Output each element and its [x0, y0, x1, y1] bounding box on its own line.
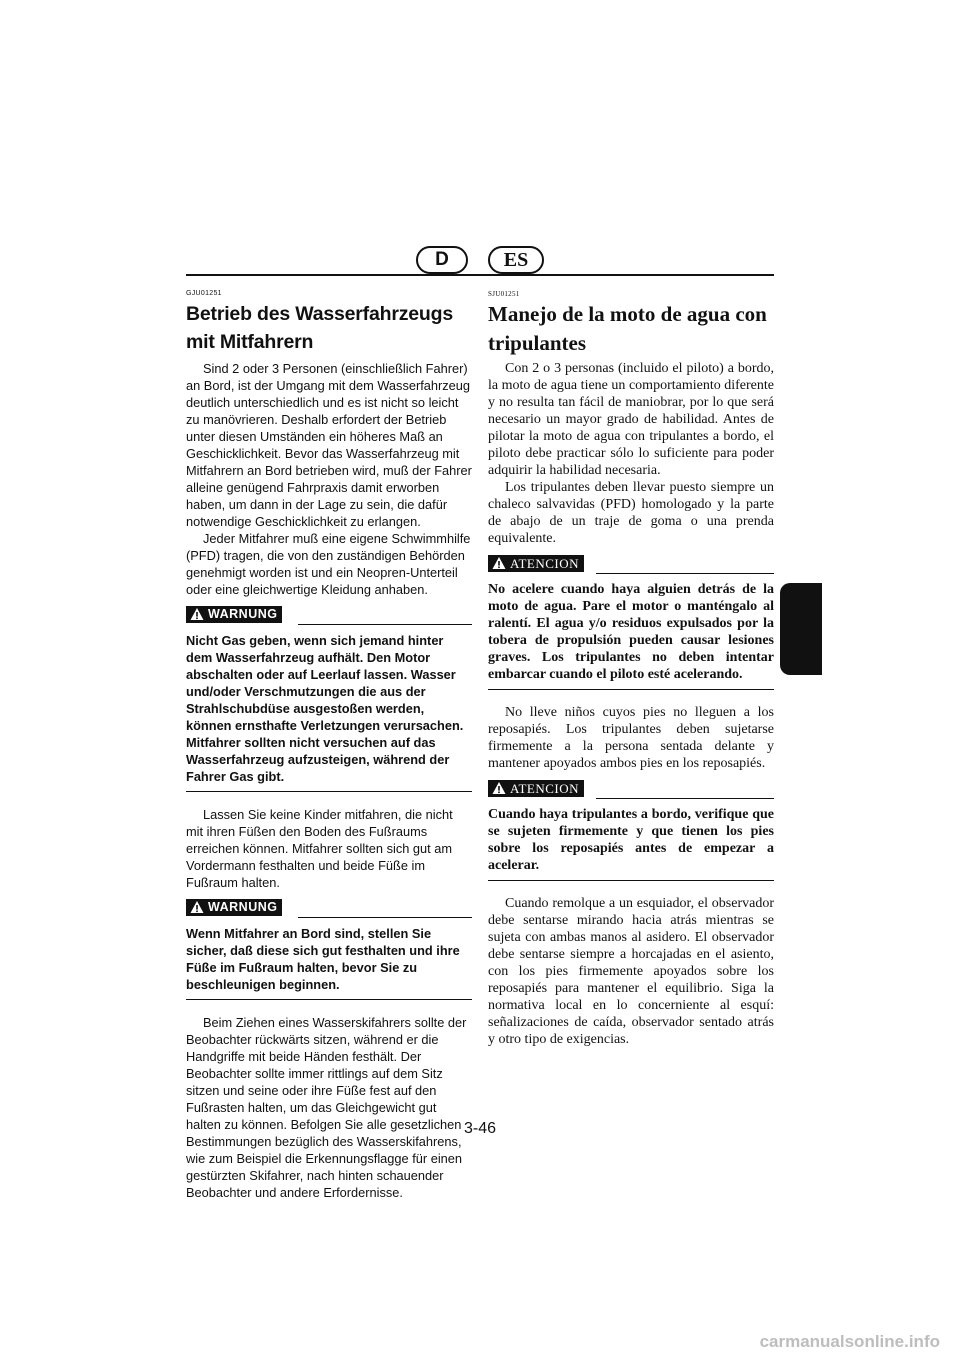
paragraph: Beim Ziehen eines Wasserskifahrers sollte der Beobachter rückwärts sitzen, während er die Handgriffe mit beide Händen festhält. Der Beobachter sollte immer rittlings auf dem Sitz sitzen und seine oder ihre Füße fest auf den Fußrasten halten, um das Gleichgewicht gut halten zu können. Befolgen Sie alle gesetzlichen Bestimmungen bezüglich des Wasserskifahrens, wie zum Beispiel die Erkennungsflagge für einen gestürzten Skifahrer, nach hinten schauender Beobachter und andere Erfordernisse.	[186, 1015, 467, 1200]
warning-triangle-icon	[190, 607, 204, 621]
header-rule	[186, 274, 774, 276]
paragraph: Los tripulantes deben llevar puesto siempre un chaleco salvavidas (PFD) homologado y la parte de abajo de un traje de goma o una prenda equivalente.	[488, 480, 774, 546]
warning-text: No acelere cuando haya alguien detrás de la moto de agua. Pare el motor o manténgalo al ralentí. El agua y/o residuos expulsados por la tobera de propulsión pueden causar lesiones graves. Los tripulantes no deben intentar embarcar cuando el piloto esté acelerando.	[488, 582, 774, 682]
warning-label: WARNUNG	[208, 607, 278, 621]
warning-badge	[186, 899, 282, 916]
warning-header	[186, 604, 472, 626]
paragraph: Lassen Sie keine Kinder mitfahren, die nicht mit ihren Füßen den Boden des Fußraums erreichen können. Mitfahrer sollten sich gut am Vordermann festhalten und beide Füße im Fußraum halten.	[186, 807, 453, 890]
warning-badge	[186, 606, 282, 623]
paragraph: No lleve niños cuyos pies no lleguen a los reposapiés. Los tripulantes deben sujetarse firmemente a la persona sentada delante y mantener apoyados ambos pies en los reposapiés.	[488, 705, 774, 771]
warning-text: Nicht Gas geben, wenn sich jemand hinter dem Wasserfahrzeug aufhält. Den Motor abschalten oder auf Leerlauf lassen. Wasser und/oder Verschmutzungen die aus der Strahlschubdüse ausgestoßen werden, können ernsthafte Verletzungen verursachen. Mitfahrer sollten nicht versuchen auf das Wasserfahrzeug aufzusteigen, während der Fahrer Gas gibt.	[186, 633, 464, 784]
section-title: Betrieb des Wasserfahrzeugs mit Mitfahrern	[186, 303, 453, 353]
language-badge-de: D	[416, 246, 468, 274]
paragraph: Sind 2 oder 3 Personen (einschließlich Fahrer) an Bord, ist der Umgang mit dem Wasserfahrzeug deutlich unterschiedlich und es ist nicht so leicht zu manövrieren. Deshalb erfordert der Betrieb unter diesen Umständen ein höheres Maß an Geschicklichkeit. Bevor das Wasserfahrzeug mit Mitfahrern an Bord betrieben wird, muß der Fahrer alleine genügend Fahrpraxis damit erworben haben, um dann in der Lage zu sein, die dafür notwendige Geschicklichkeit zu erlangen.	[186, 361, 472, 529]
warning-end-rule	[186, 999, 472, 1000]
paragraph: Cuando remolque a un esquiador, el observador debe sentarse mirando hacia atrás mientras se sujeta con ambas manos al asidero. El observador debe sentarse siempre a horcajadas en el asiento, con los pies firmemente apoyados sobre los reposapiés para mantener el equilibrio. Siga la normativa local en lo concerniente al esquí: señalizaciones de caída, observador sentado atrás y otro tipo de exigencias.	[488, 896, 774, 1047]
warning-triangle-icon	[190, 900, 204, 914]
warning-label: ATENCION	[510, 556, 579, 571]
warning-triangle-icon	[492, 781, 506, 795]
section-code: SJU01251	[488, 290, 520, 298]
spanish-column	[488, 288, 774, 1048]
paragraph: Jeder Mitfahrer muß eine eigene Schwimmhilfe (PFD) tragen, die von den zuständigen Behörden genehmigt worden ist und ein Neopren-Unterteil oder eine gleichwertige Kleidung anhaben.	[186, 531, 471, 597]
warning-end-rule	[488, 880, 774, 881]
warning-badge	[488, 780, 584, 797]
warning-rule	[298, 917, 472, 918]
german-column	[186, 288, 472, 1201]
warning-label: ATENCION	[510, 781, 579, 796]
section-title: Manejo de la moto de agua con tripulantes	[488, 302, 767, 355]
warning-text: Cuando haya tripulantes a bordo, verifique que se sujeten firmemente y que tienen los pies sobre los reposapiés antes de empezar a acelerar.	[488, 807, 774, 873]
section-code: GJU01251	[186, 290, 222, 297]
warning-badge	[488, 555, 584, 572]
page-number: 3-46	[463, 1120, 497, 1137]
warning-triangle-icon	[492, 556, 506, 570]
warning-header	[488, 778, 774, 800]
warning-rule	[596, 798, 774, 799]
warning-rule	[596, 573, 774, 574]
warning-header	[186, 897, 472, 919]
paragraph: Con 2 o 3 personas (incluido el piloto) a bordo, la moto de agua tiene un comportamiento diferente y no resulta tan fácil de maniobrar, por lo que será necesario un mayor grado de habilidad. Antes de pilotar la moto de agua con tripulantes a bordo, el piloto debe practicar sólo lo suficiente para poder adquirir la habilidad necesaria.	[488, 361, 774, 478]
chapter-tab	[780, 583, 822, 675]
warning-header	[488, 553, 774, 575]
warning-end-rule	[186, 791, 472, 792]
language-badge-es: ES	[488, 246, 544, 274]
watermark: carmanualsonline.info	[759, 1332, 940, 1351]
language-header	[186, 246, 774, 276]
warning-label: WARNUNG	[208, 900, 278, 914]
warning-text: Wenn Mitfahrer an Bord sind, stellen Sie sicher, daß diese sich gut festhalten und ihre Füße im Fußraum halten, bevor Sie zu beschleunigen beginnen.	[186, 926, 460, 992]
warning-rule	[298, 624, 472, 625]
warning-end-rule	[488, 689, 774, 690]
